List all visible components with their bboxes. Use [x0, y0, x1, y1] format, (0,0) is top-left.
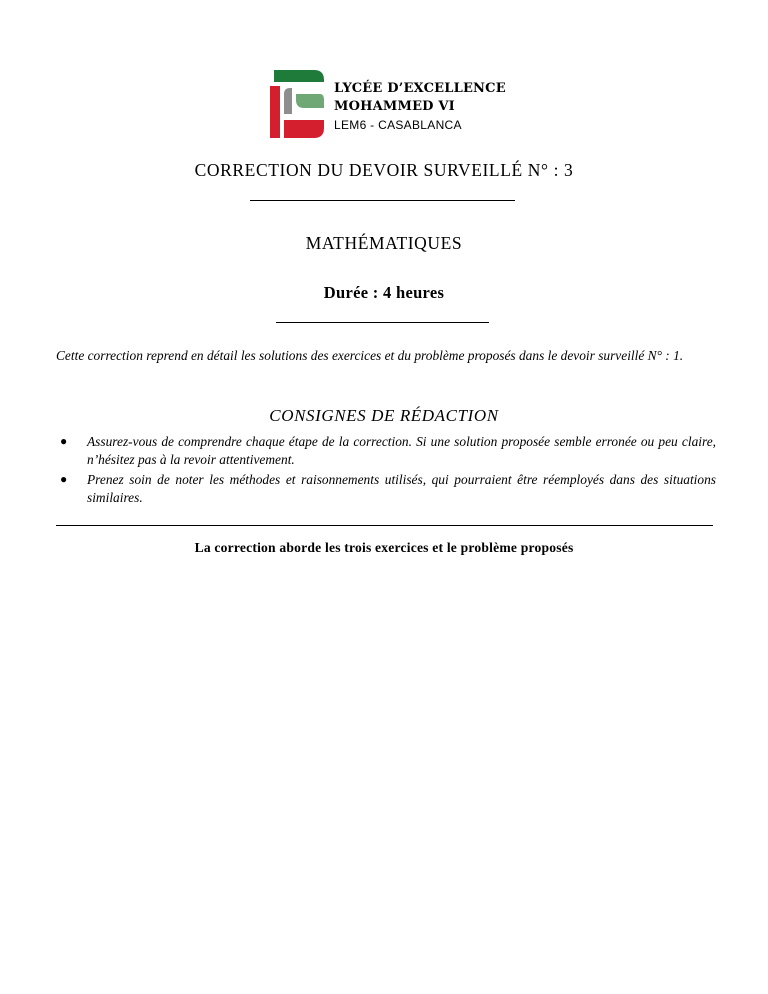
divider	[276, 322, 489, 323]
section-divider	[56, 525, 713, 526]
list-item	[56, 433, 716, 468]
divider	[250, 200, 515, 201]
summary-line: La correction aborde les trois exercices et le problème proposés	[194, 540, 574, 555]
intro-paragraph: Cette correction reprend en détail les solutions des exercices et du problème proposés dans le devoir surveillé N° : 1.	[56, 348, 684, 363]
school-name-line2: MOHAMMED VI	[334, 99, 455, 114]
school-name-line1: LYCÉE D’EXCELLENCE	[334, 81, 506, 96]
bullet-icon: ●	[60, 434, 68, 448]
consignes-heading: CONSIGNES DE RÉDACTION	[269, 406, 499, 425]
page-title: CORRECTION DU DEVOIR SURVEILLÉ N° : 3	[194, 160, 574, 180]
consignes-list	[56, 433, 716, 509]
list-item	[56, 471, 716, 506]
list-item-text: Prenez soin de noter les méthodes et raisonnements utilisés, qui pourraient être réemployés dans des situations similaires.	[87, 472, 716, 505]
school-logo	[270, 70, 510, 140]
exam-duration: Durée : 4 heures	[323, 283, 445, 302]
school-location: LEM6 - CASABLANCA	[334, 118, 462, 132]
subject-title: MATHÉMATIQUES	[305, 233, 463, 253]
school-emblem-icon	[270, 70, 324, 138]
bullet-icon: ●	[60, 472, 68, 486]
school-name-block	[334, 80, 506, 134]
list-item-text: Assurez-vous de comprendre chaque étape de la correction. Si une solution proposée semble erronée ou peu claire, n’hésitez pas à la revoir attentivement.	[87, 434, 716, 467]
